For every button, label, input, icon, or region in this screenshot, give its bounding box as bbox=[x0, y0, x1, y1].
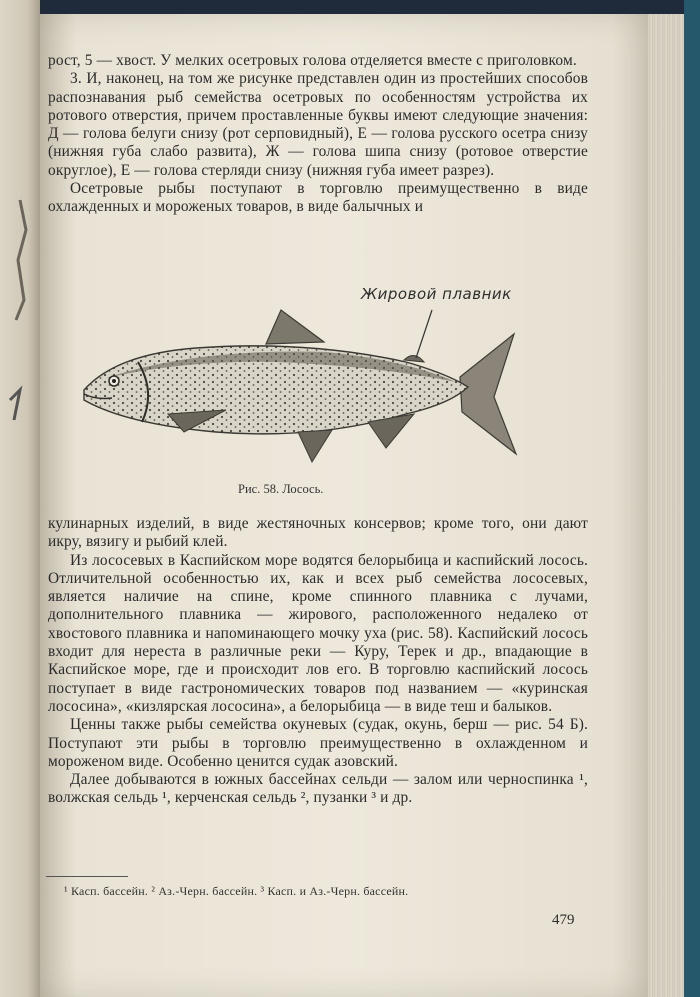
salmon-illustration bbox=[76, 282, 526, 472]
paragraph: Далее добываются в южных бассейнах сельди — залом или черноспинка ¹, волжская сельдь ¹, керченская сельдь ², пузанки ³ и др. bbox=[48, 771, 588, 807]
paragraph: рост, 5 — хвост. У мелких осетровых голова отделяется вместе с приголовком. bbox=[48, 52, 577, 69]
page-number: 479 bbox=[552, 912, 575, 928]
paragraph: 3. И, наконец, на том же рисунке представлен один из простейших способов распознавания рыб семейства осетровых по особенностям устройства их ротового отверстия, причем проставленные буквы имеют следующие значения: Д — голова белуги снизу (рот серповидный), Е — голова русского осетра снизу (нижняя губа слабо развита), Ж — голова шипа снизу (ротовое отверстие округлое), Е — голова стерляди снизу (нижняя губа имеет разрез). bbox=[48, 70, 588, 179]
adipose-fin-label: Жировой плавник bbox=[361, 285, 512, 303]
figure-caption: Рис. 58. Лосось. bbox=[238, 482, 324, 496]
paragraph: кулинарных изделий, в виде жестяночных консервов; кроме того, они дают икру, вязигу и рыбий клей. bbox=[48, 515, 588, 551]
text-block-bottom bbox=[48, 515, 588, 808]
paragraph: Ценны также рыбы семейства окуневых (судак, окунь, берш — рис. 54 Б). Поступают эти рыбы в торговлю преимущественно в охлажденном и мороженом виде. Особенно ценится судак азовский. bbox=[48, 716, 588, 770]
paragraph: Осетровые рыбы поступают в торговлю преимущественно в виде охлажденных и мороженых товаров, в виде балычных и bbox=[48, 180, 588, 216]
paragraph: Из лососевых в Каспийском море водятся белорыбица и каспийский лосось. Отличительной особенностью их, как и всех рыб семейства лососевых, является наличие на спине, кроме спинного плавника с лучами, дополнительного плавника — жирового, расположенного недалеко от хвостового плавника и напоминающего мочку уха (рис. 58). Каспийский лосось входит для нереста в различные реки — Куру, Терек и др., впадающие в Каспийское море, где и происходит лов его. В торговлю каспийский лосось поступает в виде гастрономических товаров под названием — «куринская лососина», «кизлярская лососина», а белорыбица — в виде теш и балыков. bbox=[48, 551, 588, 715]
previous-page-edge bbox=[0, 0, 40, 997]
footnote: ¹ Касп. бассейн. ² Аз.-Черн. бассейн. ³ Касп. и Аз.-Черн. бассейн. bbox=[64, 884, 409, 898]
footnote-divider bbox=[46, 876, 128, 877]
book-cover-edge bbox=[684, 0, 700, 997]
previous-page-illustration bbox=[6, 190, 34, 490]
text-block-top bbox=[48, 52, 588, 217]
page-stack-edge bbox=[648, 14, 684, 997]
